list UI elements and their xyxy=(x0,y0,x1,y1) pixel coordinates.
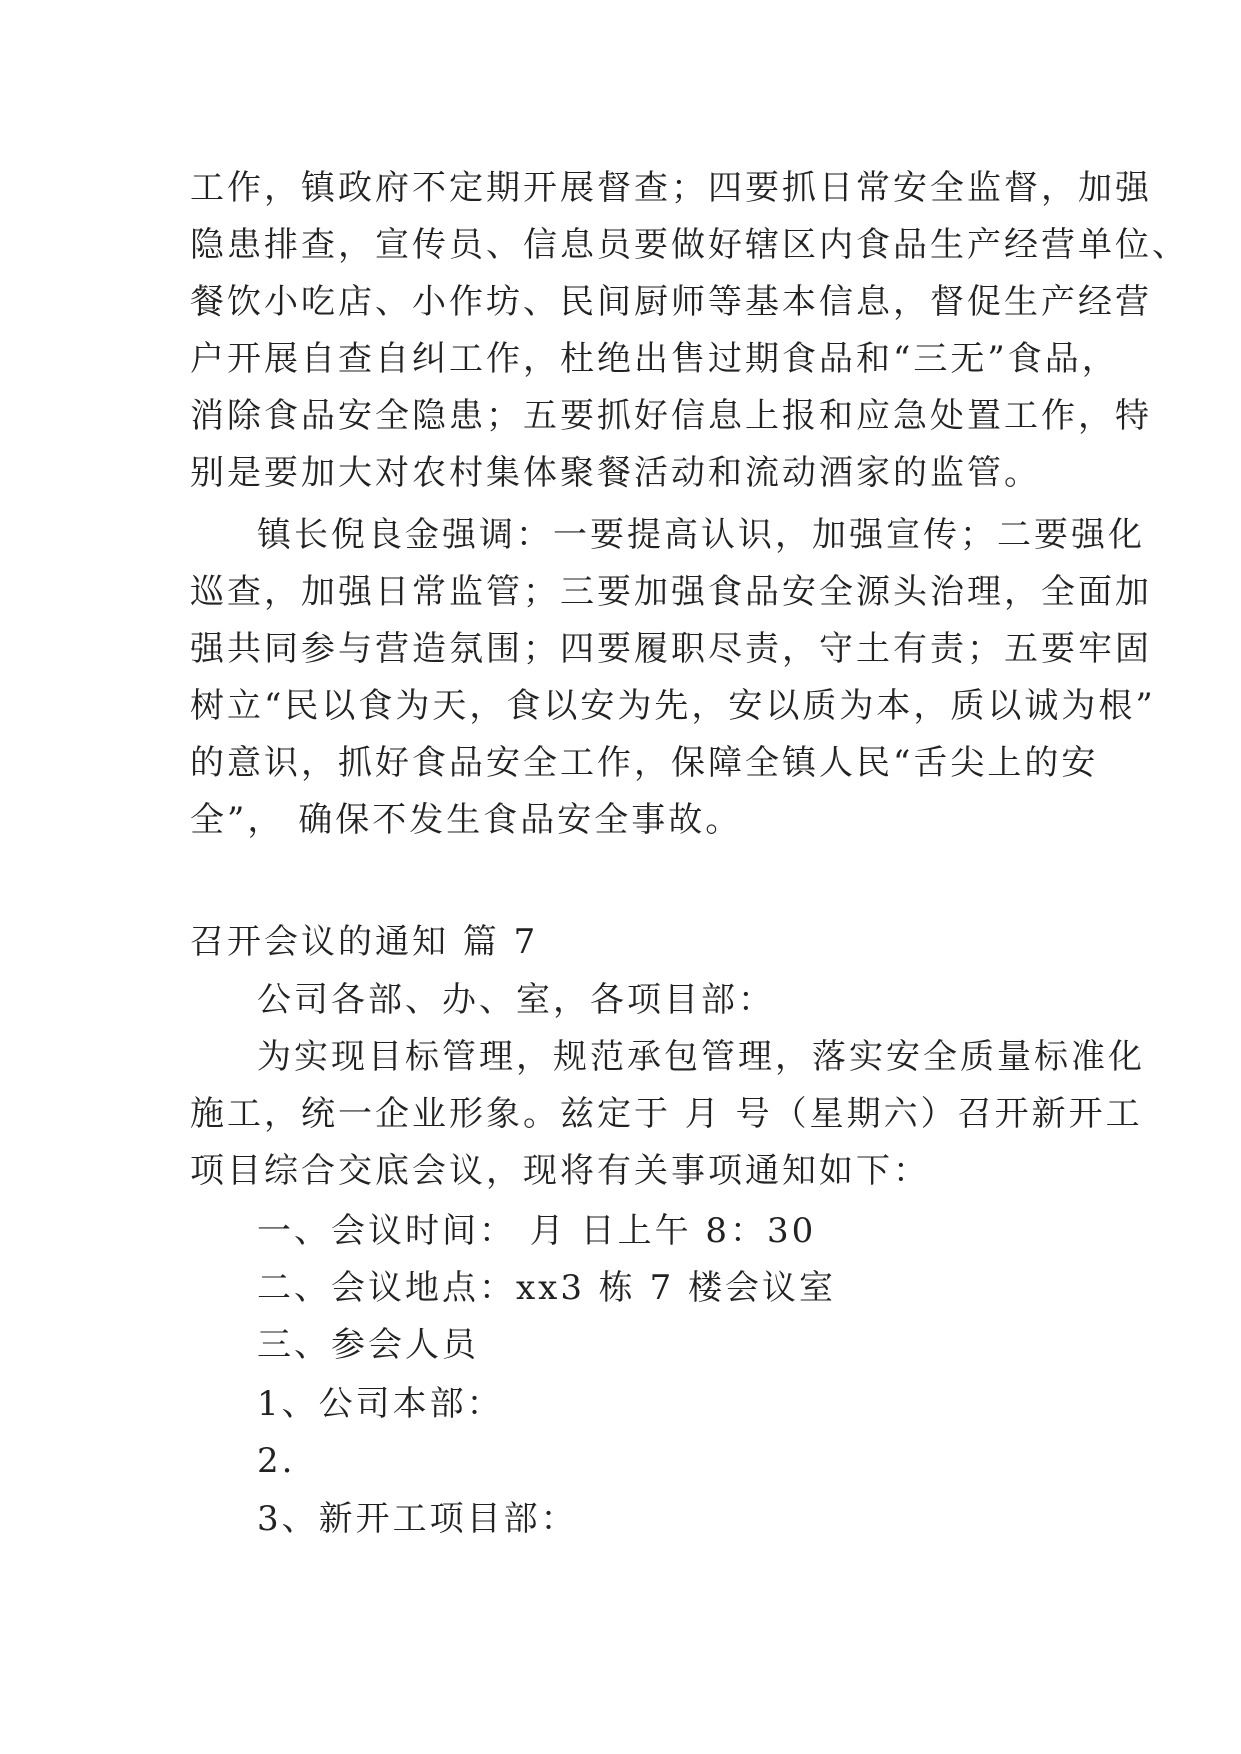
notice-item-attendee-3: 3、新开工项目部： xyxy=(257,1499,578,1539)
paragraph-2-line-6: 全”， 确保不发生食品安全事故。 xyxy=(190,800,743,840)
notice-body-line-2: 施工，统一企业形象。兹定于 月 号（星期六）召开新开工 xyxy=(190,1094,1143,1134)
paragraph-2-line-1: 镇长倪良金强调：一要提高认识，加强宣传；二要强化 xyxy=(257,515,1145,555)
notice-item-location: 二、会议地点：xx3 栋 7 楼会议室 xyxy=(257,1268,837,1308)
notice-salutation: 公司各部、办、室，各项目部： xyxy=(257,980,775,1020)
paragraph-1-line-4: 户开展自查自纠工作，杜绝出售过期食品和“三无”食品， xyxy=(190,339,1119,379)
paragraph-2-line-3: 强共同参与营造氛围；四要履职尽责，守土有责；五要牢固 xyxy=(190,629,1152,669)
paragraph-1-line-2: 隐患排查，宣传员、信息员要做好辖区内食品生产经营单位、 xyxy=(190,225,1189,265)
paragraph-1-line-6: 别是要加大对农村集体聚餐活动和流动酒家的监管。 xyxy=(190,453,1041,493)
paragraph-1-line-3: 餐饮小吃店、小作坊、民间厨师等基本信息，督促生产经营 xyxy=(190,282,1152,322)
notice-item-time: 一、会议时间： 月 日上午 8：30 xyxy=(257,1211,817,1251)
paragraph-2-line-5: 的意识，抓好食品安全工作，保障全镇人民“舌尖上的安 xyxy=(190,743,1099,783)
notice-item-attendee-2: 2. xyxy=(257,1441,296,1481)
paragraph-2-line-2: 巡查，加强日常监管；三要加强食品安全源头治理，全面加 xyxy=(190,572,1152,612)
section-title: 召开会议的通知 篇 7 xyxy=(190,922,539,962)
paragraph-1-line-5: 消除食品安全隐患；五要抓好信息上报和应急处置工作，特 xyxy=(190,396,1152,436)
notice-item-attendees: 三、参会人员 xyxy=(257,1325,479,1365)
paragraph-2-line-4: 树立“民以食为天，食以安为先，安以质为本，质以诚为根” xyxy=(190,686,1156,726)
paragraph-1-line-1: 工作，镇政府不定期开展督查；四要抓日常安全监督，加强 xyxy=(190,168,1152,208)
notice-body-line-3: 项目综合交底会议，现将有关事项通知如下： xyxy=(190,1151,930,1191)
notice-item-attendee-1: 1、公司本部： xyxy=(257,1384,504,1424)
notice-body-line-1: 为实现目标管理，规范承包管理，落实安全质量标准化 xyxy=(257,1037,1145,1077)
